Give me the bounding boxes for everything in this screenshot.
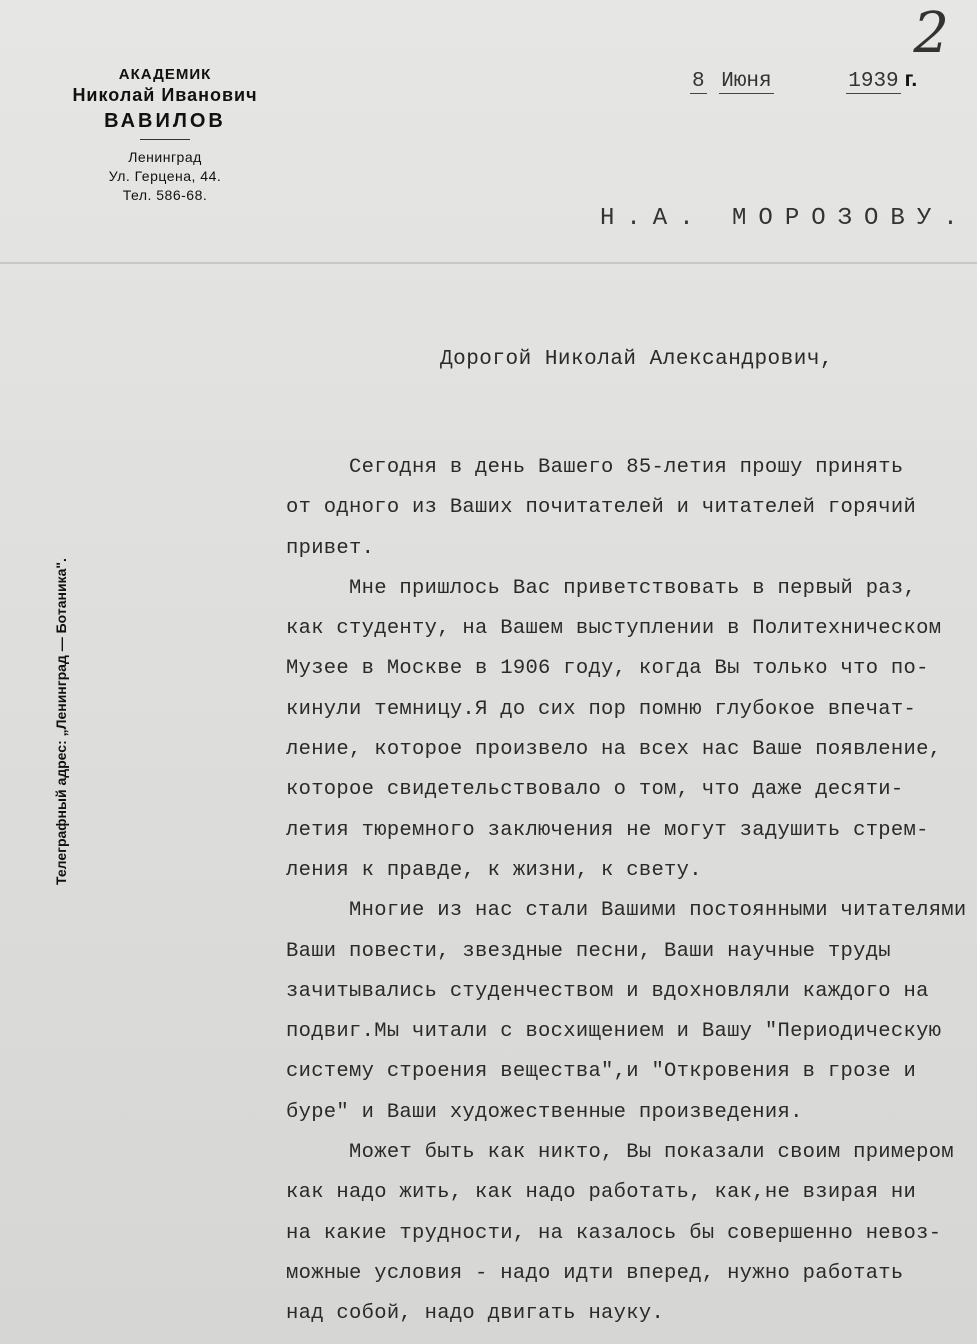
body-line: летия тюремного заключения не могут задушить стрем-: [286, 818, 929, 842]
salutation: Дорогой Николай Александрович,: [440, 348, 834, 371]
page-number: 2: [913, 1, 949, 66]
body-line: на какие трудности, на казалось бы совершенно невоз-: [286, 1221, 942, 1245]
body-line: Может быть как никто, Вы показали своим примером: [286, 1141, 954, 1165]
body-line: как надо жить, как надо работать, как,не взирая ни: [286, 1181, 917, 1205]
body-line: ления к правде, к жизни, к свету.: [286, 858, 702, 882]
letterhead-title: АКАДЕМИК: [118, 66, 212, 83]
date-month: Июня: [721, 70, 772, 93]
addressee: Н.А. МОРОЗОВУ.: [600, 205, 970, 232]
letter-date: [690, 68, 917, 93]
letterhead-city: Ленинград: [128, 149, 202, 165]
letterhead-surname: ВАВИЛОВ: [104, 110, 226, 132]
body-line: Ваши повести, звездные песни, Ваши научные труды: [286, 939, 891, 963]
letter-body: [286, 448, 976, 1335]
telegraph-address: Телеграфный адрес: „Ленинград — Ботаника".: [53, 558, 69, 885]
body-line: кинули темницу.Я до сих пор помню глубокое впечат-: [286, 697, 917, 721]
date-year: 1939: [848, 70, 899, 93]
body-line: систему строения вещества",и "Откровения в грозе и: [286, 1060, 917, 1084]
body-line: зачитывались студенчеством и вдохновляли каждого на: [286, 979, 929, 1003]
date-suffix: г.: [904, 68, 918, 91]
letterhead-phone: Тел. 586-68.: [122, 187, 208, 203]
date-day: 8: [692, 70, 705, 93]
letterhead: [40, 66, 290, 205]
paper-fold: [0, 262, 977, 264]
body-line: можные условия - надо идти вперед, нужно работать: [286, 1261, 904, 1285]
body-line: Музее в Москве в 1906 году, когда Вы только что по-: [286, 657, 929, 681]
body-line: Многие из нас стали Вашими постоянными читателями: [286, 899, 967, 923]
body-line: ление, которое произвело на всех нас Ваше появление,: [286, 738, 942, 762]
body-line: как студенту, на Вашем выступлении в Политехническом: [286, 617, 942, 641]
body-line: Мне пришлось Вас приветствовать в первый раз,: [286, 576, 917, 600]
body-line: привет.: [286, 536, 375, 560]
letterhead-street: Ул. Герцена, 44.: [108, 168, 222, 184]
body-line: буре" и Ваши художественные произведения.: [286, 1100, 803, 1124]
letterhead-name: Николай Иванович: [72, 85, 258, 105]
letterhead-divider: [140, 139, 190, 140]
body-line: над собой, надо двигать науку.: [286, 1302, 665, 1326]
body-line: которое свидетельствовало о том, что даже десяти-: [286, 778, 904, 802]
body-line: подвиг.Мы читали с восхищением и Вашу "Периодическую: [286, 1020, 942, 1044]
body-line: Сегодня в день Вашего 85-летия прошу принять: [286, 456, 904, 479]
body-line: от одного из Ваших почитателей и читателей горячий: [286, 496, 917, 520]
